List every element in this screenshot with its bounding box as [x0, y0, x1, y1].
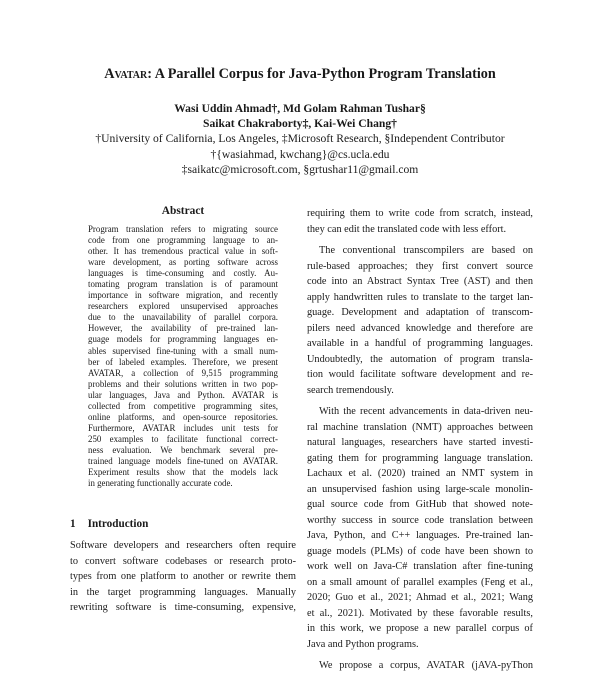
title-name: Avatar	[104, 66, 148, 82]
section-title: Introduction	[87, 518, 149, 530]
affiliation-line-1: †University of California, Los Angeles, ‡Microsoft Research, §Independent Contributor	[95, 132, 505, 145]
abstract-body	[88, 224, 278, 489]
abstract-line: ware development, as porting software across	[88, 257, 278, 268]
right-column-line: Java and Python programs.	[307, 638, 419, 650]
right-column-line: apply handwritten rules to translate to the target lan-	[307, 291, 533, 303]
right-column-line: guage. Development and adaptation of transcom-	[307, 307, 533, 318]
right-column-line: Java, Python, and C++ languages. Pre-trained lan-	[307, 530, 533, 541]
abstract-line: other. It has tremendous practical value in soft-	[88, 246, 278, 257]
right-column-line: We propose a corpus, AVATAR (jAVA-pyThon	[319, 660, 533, 671]
abstract-line: Program translation refers to migrating source	[88, 224, 278, 234]
right-column-line: natural languages, researchers have started investi-	[307, 437, 533, 448]
affiliation-line-2: †{wasiahmad, kwchang}@cs.ucla.edu	[210, 148, 390, 161]
right-column-line: rule-based approaches; they first convert source	[307, 260, 533, 272]
right-column-line: 2020; Guo et al., 2021; Ahmad et al., 2021; Wang	[307, 592, 533, 603]
right-column-line: gating them for programming language translation.	[307, 452, 533, 464]
affiliation-line-3: ‡saikatc@microsoft.com, §grtushar11@gmail.com	[181, 163, 419, 176]
author-line-1: Wasi Uddin Ahmad†, Md Golam Rahman Tushar§	[174, 102, 426, 115]
right-column-line: guage models (PLMs) of code have been shown to	[307, 545, 533, 557]
right-column-line: The conventional transcompilers are based on	[319, 245, 533, 256]
abstract-line: tomating program translation is of paramount	[88, 279, 278, 290]
right-column-line: in this work, we propose a new parallel corpus of	[307, 623, 533, 634]
right-column-line: code into an Abstract Syntax Tree (AST) and then	[307, 276, 533, 287]
introduction-line: types from one platform to another or rewrite them	[70, 571, 296, 583]
title-rest: : A Parallel Corpus for Java-Python Program Translation	[147, 66, 496, 82]
right-column-line: Lachaux et al. (2020) trained an NMT system in	[307, 468, 533, 479]
introduction-body	[70, 538, 296, 616]
right-column-line: pilers need advanced knowledge and therefore are	[307, 322, 533, 334]
introduction-line: rewriting software is time-consuming, expensive,	[70, 602, 296, 614]
abstract-line: languages is time-consuming and costly. Au-	[88, 268, 278, 279]
right-column-line: search tremendously.	[307, 384, 394, 396]
right-column-line: requiring them to write code from scratch, instead,	[307, 208, 533, 219]
introduction-heading	[70, 518, 148, 530]
abstract-line: problems and their solutions written in two pop-	[88, 378, 278, 389]
author-line-2: Saikat Chakraborty‡, Kai-Wei Chang†	[203, 117, 397, 130]
abstract-line: code from one programming language to an-	[88, 235, 278, 246]
abstract-line: ness evaluation. We benchmark several pre-	[88, 444, 278, 455]
abstract-line: trained language models fine-tuned on AVATAR.	[88, 455, 278, 466]
introduction-line: in the target programming languages. Manually	[70, 586, 296, 598]
paper-title	[0, 66, 600, 83]
right-column-line: available in a handful of programming languages.	[307, 338, 533, 349]
right-column-line: Undoubtedly, the automation of program transla-	[307, 353, 533, 365]
abstract-line: collected from competitive programming sites,	[88, 400, 278, 411]
right-column-line: work well on Java-C# translation after fine-tuning	[307, 561, 533, 572]
right-column-line: an unsupervised fashion using large-scale monolin-	[307, 483, 533, 495]
abstract-line: However, the availability of pre-trained lan-	[88, 323, 278, 334]
right-column-body	[307, 206, 533, 674]
right-column-line: they can edit the translated code with less effort.	[307, 223, 507, 235]
abstract-line: researchers explored unsupervised approaches	[88, 301, 278, 312]
abstract-line: ables supervised fine-tuning with a small num-	[88, 345, 278, 356]
section-number: 1	[70, 518, 76, 530]
abstract-line: ular languages, Java and Python. AVATAR is	[88, 389, 278, 400]
abstract-line: guage models for programming languages en-	[88, 334, 278, 345]
abstract-line: Experiment results show that the models lack	[88, 467, 278, 478]
introduction-line: Software developers and researchers often require	[70, 540, 296, 551]
right-column-line: With the recent advancements in data-driven neu-	[319, 406, 533, 417]
right-column-line: gual source code from GitHub that showed note-	[307, 499, 533, 510]
abstract-line: Furthermore, AVATAR includes unit tests for	[88, 422, 278, 433]
right-column-line: on a small amount of parallel examples (Feng et al.,	[307, 576, 533, 588]
right-column-line: tion would facilitate software development and re-	[307, 369, 533, 380]
abstract-line: importance in software migration, and recently	[88, 290, 278, 301]
abstract-line: AVATAR, a collection of 9,515 programming	[88, 367, 278, 378]
abstract-line: online platforms, and open-source repositories.	[88, 411, 278, 422]
right-column-line: ral machine translation (NMT) approaches between	[307, 421, 533, 433]
abstract-line: due to the unavailability of parallel corpora.	[88, 312, 278, 323]
abstract-line: ber of labeled examples. Therefore, we present	[88, 356, 278, 367]
introduction-line: to convert software codebases or research proto-	[70, 555, 296, 567]
abstract-heading: Abstract	[161, 205, 205, 217]
abstract-line: in generating functionally accurate code.	[88, 478, 233, 489]
right-column-line: et al., 2021). Motivated by these favorable results,	[307, 607, 533, 619]
abstract-line: 250 examples to facilitate functional correct-	[88, 433, 278, 444]
right-column-line: worthy success in source code translation between	[307, 514, 533, 526]
